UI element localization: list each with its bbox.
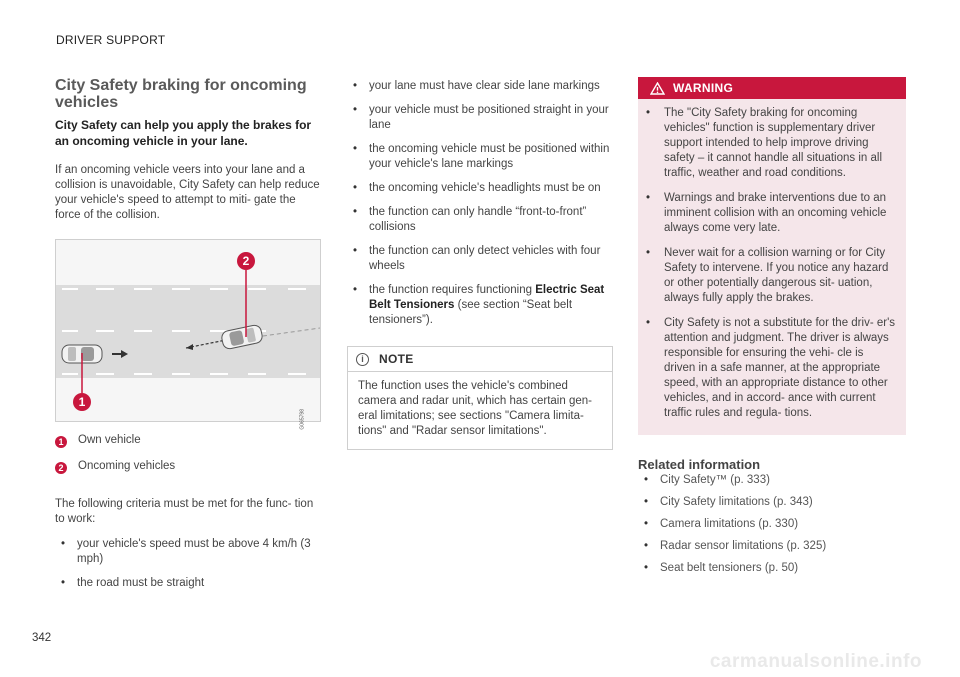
criteria-item: • the oncoming vehicle must be positioned within your vehicle's lane markings [347,142,613,172]
column-middle [347,79,613,450]
section-header: DRIVER SUPPORT [56,33,166,47]
criteria-list-right [347,79,613,328]
legend-label-oncoming-vehicles: Oncoming vehicles [78,460,176,472]
callout-label-2: 2 [242,254,250,268]
warning-list [640,106,896,421]
warning-item: • City Safety is not a substitute for the driv- er's attention and judgment. The driver is always responsible for ensuring the vehi- cle is driven in a safe manner, at the appropriate speed, with an appropriate distance to other vehicles, and in accord- ance with current traffic rules and regula- tions. [640,316,896,421]
warning-box [638,77,906,435]
column-right [638,77,906,583]
criteria-item-suffix: (see section “Seat belt tensioners”). [369,299,573,326]
warning-item: • Warnings and brake interventions due to an imminent collision with an oncoming vehicle always come very late. [640,191,896,236]
criteria-item: • the oncoming vehicle's headlights must be on [347,181,613,196]
info-icon: i [356,353,369,366]
criteria-item: • the function can only detect vehicles with four wheels [347,244,613,274]
warning-triangle-icon [650,82,665,95]
note-title: NOTE [379,352,414,366]
page-number: 342 [32,632,52,644]
warning-item: • The "City Safety braking for oncoming vehicles" function is supplementary driver support intended to help improve driving safety – it cannot handle all situations in all traffic, weather and road conditions. [640,106,896,181]
warning-item: • Never wait for a collision warning or for City Safety to intervene. If you notice any hazard or other potentially dangerous sit- uation, always fully apply the brakes. [640,246,896,306]
note-header [348,347,612,372]
criteria-item: • your lane must have clear side lane markings [347,79,613,94]
related-link-city-safety-limitations[interactable]: • City Safety limitations (p. 343) [638,495,906,510]
illustration-oncoming-vehicle [55,239,321,430]
related-info-list [638,473,906,576]
related-info-title: Related information [638,457,761,472]
legend-item [55,433,323,459]
road-diagram [56,240,320,421]
legend-item [55,459,323,485]
criteria-item: • the road must be straight [55,576,323,591]
legend-badge-2: 2 [55,462,67,474]
related-link-camera-limitations[interactable]: • Camera limitations (p. 330) [638,517,906,532]
warning-header [638,77,906,99]
criteria-item-bold: Electric Seat Belt Tensioners [369,284,605,311]
criteria-list-left [55,537,323,591]
warning-content [638,99,906,421]
note-box [347,346,613,450]
note-text: The function uses the vehicle's combined camera and radar unit, which has certain gen- eral limitations; see sections "Camera limita- tions" and "Radar sensor limitations". [358,380,592,437]
article-title: City Safety braking for oncoming vehicles [55,77,307,111]
article-lead: City Safety can help you apply the brakes for an oncoming vehicle in your lane. [55,118,312,148]
callout-label-1: 1 [78,395,86,409]
related-link-radar-limitations[interactable]: • Radar sensor limitations (p. 325) [638,539,906,554]
figure-id: G065798 [300,409,306,430]
warning-title: WARNING [673,81,734,95]
related-link-city-safety[interactable]: • City Safety™ (p. 333) [638,473,906,488]
related-links [638,473,906,576]
column-left [55,77,323,600]
figure-legend [55,433,323,485]
criteria-item-prefix: the function requires functioning [369,284,536,296]
criteria-item: • your vehicle must be positioned straight in your lane [347,103,613,133]
article-intro: If an oncoming vehicle veers into your lane and a collision is unavoidable, City Safety can help reduce your vehicle's speed to attempt to miti- gate the force of the collision. [55,164,320,221]
watermark: carmanualsonline.info [709,651,922,672]
criteria-item: • your vehicle's speed must be above 4 km/h (3 mph) [55,537,323,567]
criteria-item-seat-belt [347,283,613,328]
legend-badge-1: 1 [55,436,67,448]
legend-label-own-vehicle: Own vehicle [78,434,141,446]
criteria-item: • the function can only handle “front-to-front” collisions [347,205,613,235]
related-link-seat-belt-tensioners[interactable]: • Seat belt tensioners (p. 50) [638,561,906,576]
criteria-intro: The following criteria must be met for the func- tion to work: [55,498,314,525]
